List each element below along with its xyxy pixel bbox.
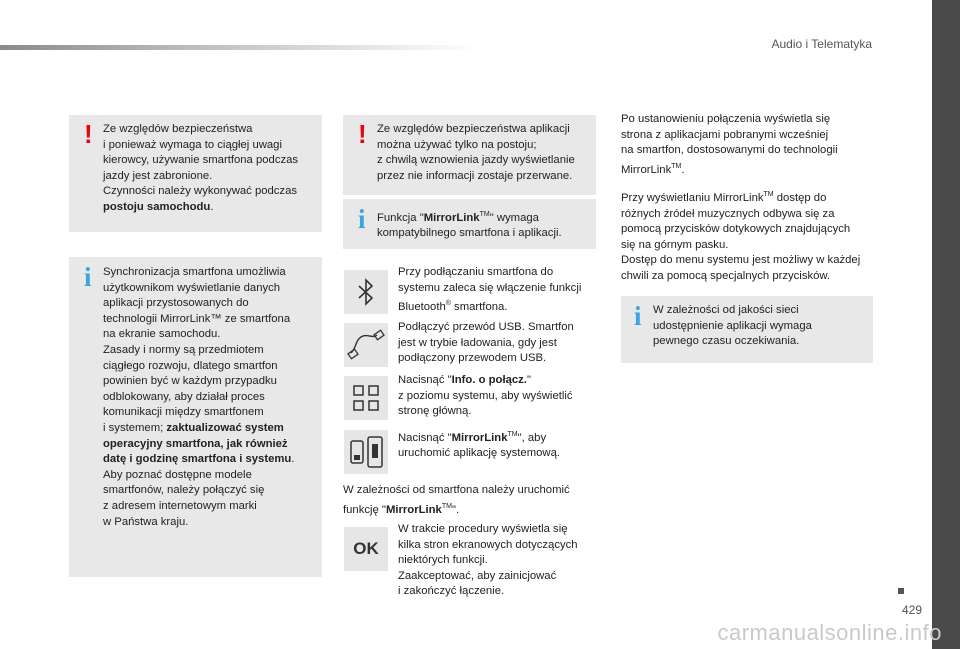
- right-col-text: [621, 112, 891, 284]
- step-line: niektórych funkcji.: [398, 554, 488, 567]
- step-info-text: [398, 373, 598, 420]
- right-line: pomocą przycisków dotykowych znajdujących: [621, 223, 851, 236]
- warning-left-line: [103, 200, 318, 216]
- text-span: Nacisnąć ": [398, 374, 452, 386]
- usb-icon-box: [344, 323, 388, 367]
- bold-text: datę i godzinę smartfona i systemu: [103, 453, 292, 466]
- info-left-line: powinien być w każdym przypadku: [103, 375, 277, 388]
- spacer: [621, 178, 891, 187]
- step-line: stronę główną.: [398, 405, 472, 418]
- info-left-line: technologii MirrorLink™ ze smartfona: [103, 312, 291, 325]
- warning-mid-line: Ze względów bezpieczeństwa aplikacji: [377, 123, 570, 135]
- watermark: carmanualsonline.info: [717, 620, 942, 645]
- ok-icon-box: [344, 527, 388, 571]
- warning-icon: !: [358, 119, 367, 149]
- text-span: i systemem;: [103, 421, 167, 434]
- step-ok-text: [398, 522, 603, 600]
- info-right-line: W zależności od jakości sieci: [653, 304, 799, 316]
- info-left-line: [103, 421, 318, 437]
- warning-mid-text: [377, 122, 592, 184]
- info-icon: i: [634, 301, 642, 331]
- step-line: Podłączyć przewód USB. Smartfon: [398, 321, 574, 333]
- warning-mid-line: przez nie informacji zostaje przerwane.: [377, 169, 573, 182]
- step-line: jest w trybie ładowania, gdy jest: [398, 336, 557, 349]
- usb-cable-icon: [347, 327, 385, 363]
- bold-text: MirrorLink: [423, 211, 480, 224]
- step-line: [343, 499, 603, 518]
- info-right-line: pewnego czasu oczekiwania.: [653, 335, 800, 348]
- step-line: W trakcie procedury wyświetla się: [398, 523, 568, 535]
- text-span: ".: [451, 503, 460, 516]
- text-span: dostęp do: [773, 191, 827, 204]
- warning-mid-line: z chwilą wznowienia jazdy wyświetlanie: [377, 154, 575, 167]
- step-line: [398, 373, 598, 389]
- section-title: Audio i Telematyka: [771, 37, 872, 51]
- info-left-line: ciągłego rozwoju, dlatego smartfon: [103, 359, 278, 372]
- warning-left-line: kierowcy, używanie smartfona podczas: [103, 154, 299, 167]
- step-bluetooth-text: [398, 265, 598, 316]
- info-left-line: użytkownikom wyświetlanie danych: [103, 281, 281, 294]
- punct: .: [210, 200, 214, 213]
- right-line: strona z aplikacjami pobranymi wcześniej: [621, 128, 829, 141]
- info-mid-line: kompatybilnego smartfona i aplikacji.: [377, 227, 562, 240]
- right-line: chwili za pomocą specjalnych przycisków.: [621, 269, 831, 282]
- info-left-line: Aby poznać dostępne modele: [103, 468, 252, 481]
- mirrorlink-phone-icon: [348, 435, 384, 469]
- info-left-text: [103, 265, 318, 530]
- punct: .: [681, 163, 685, 176]
- info-left-line: Zasady i normy są przedmiotem: [103, 343, 264, 356]
- text-span: Nacisnąć ": [398, 431, 452, 444]
- text-span: smartfona.: [450, 300, 508, 313]
- right-line: się na górnym pasku.: [621, 238, 729, 251]
- warning-icon: !: [84, 119, 93, 149]
- bluetooth-icon-box: [344, 270, 388, 314]
- trademark: TM: [441, 502, 452, 510]
- step-line: Zaakceptować, aby zainicjować: [398, 569, 557, 582]
- step-line: W zależności od smartfona należy uruchomić: [343, 484, 570, 496]
- header-gradient-bar: [0, 45, 480, 50]
- page-edge-strip: [932, 0, 960, 649]
- apps-icon-box: [344, 376, 388, 420]
- step-line: [398, 427, 598, 446]
- step-line: [398, 296, 598, 315]
- trademark: TM: [671, 162, 682, 170]
- punct: .: [291, 453, 295, 466]
- bold-text: MirrorLink: [451, 431, 508, 444]
- info-left-line: smartfonów, należy połączyć się: [103, 484, 265, 497]
- info-left-line: odblokowany, aby działał proces: [103, 390, 265, 403]
- right-line: na smartfon, dostosowanymi do technologii: [621, 144, 838, 157]
- info-left-line: w Państwa kraju.: [103, 515, 189, 528]
- step-line: z poziomu systemu, aby wyświetlić: [398, 389, 573, 402]
- step-line: Przy podłączaniu smartfona do: [398, 266, 554, 278]
- right-line: Dostęp do menu systemu jest możliwy w każdej: [621, 254, 861, 267]
- registered-mark: ®: [445, 300, 451, 308]
- bold-text: postoju samochodu: [103, 200, 211, 213]
- step-line: kilka stron ekranowych dotyczących: [398, 538, 578, 551]
- text-span: ": [526, 374, 531, 386]
- text-span: Bluetooth: [398, 300, 446, 313]
- info-icon: i: [84, 262, 92, 292]
- trademark: TM: [507, 431, 518, 438]
- step-line: i zakończyć łączenie.: [398, 585, 505, 598]
- warning-left-line: i ponieważ wymaga to ciągłej uwagi: [103, 138, 282, 151]
- warning-left-line: Czynności należy wykonywać podczas: [103, 185, 298, 198]
- warning-left-line: jazdy jest zabronione.: [103, 169, 213, 182]
- bluetooth-icon: [353, 277, 379, 307]
- text-span: ", aby: [517, 431, 547, 444]
- step-usb-text: [398, 320, 598, 367]
- info-right-text: [653, 303, 868, 350]
- right-line: [621, 159, 891, 178]
- step-line: podłączony przewodem USB.: [398, 352, 547, 365]
- right-line: [621, 187, 891, 206]
- step-line: uruchomić aplikację systemową.: [398, 447, 560, 460]
- bold-text: operacyjny smartfona, jak również: [103, 437, 288, 450]
- bold-text: Info. o połącz.: [451, 374, 527, 386]
- info-left-line: komunikacji między smartfonem: [103, 406, 264, 419]
- step-mirrorlink-text: [398, 427, 598, 462]
- warning-left-line: Ze względów bezpieczeństwa: [103, 123, 253, 135]
- apps-grid-icon: [351, 383, 381, 413]
- info-mid-line: [377, 207, 592, 226]
- step-line: systemu zaleca się włączenie funkcji: [398, 281, 582, 294]
- text-span: Funkcja ": [377, 211, 424, 224]
- text-span: MirrorLink: [621, 163, 672, 176]
- info-icon: i: [358, 204, 366, 234]
- mirrorlink-icon-box: [344, 430, 388, 474]
- text-span: funkcję ": [343, 503, 386, 516]
- info-left-line: Synchronizacja smartfona umożliwia: [103, 266, 286, 278]
- text-span: Przy wyświetlaniu MirrorLink: [621, 191, 764, 204]
- right-line: Po ustanowieniu połączenia wyświetla się: [621, 113, 831, 125]
- bold-text: MirrorLink: [385, 503, 442, 516]
- info-right-line: udostępnienie aplikacji wymaga: [653, 319, 812, 332]
- depending-text: [343, 483, 603, 518]
- info-left-line: [103, 452, 318, 468]
- info-left-line: z adresem internetowym marki: [103, 499, 257, 512]
- warning-left-text: [103, 122, 318, 216]
- info-mid-text: [377, 207, 592, 242]
- page-number: 429: [901, 603, 922, 617]
- bold-text: zaktualizować system: [166, 421, 284, 434]
- right-line: różnych źródeł muzycznych odbywa się za: [621, 207, 835, 220]
- info-left-line: na ekranie samochodu.: [103, 328, 221, 341]
- warning-mid-line: można używać tylko na postoju;: [377, 138, 537, 151]
- ok-icon: OK: [353, 539, 379, 558]
- text-span: " wymaga: [489, 211, 539, 224]
- info-left-line: [103, 437, 318, 453]
- trademark: TM: [479, 211, 490, 218]
- page-marker: [898, 588, 904, 594]
- info-left-line: aplikacji przystosowanych do: [103, 297, 249, 310]
- trademark: TM: [763, 191, 774, 199]
